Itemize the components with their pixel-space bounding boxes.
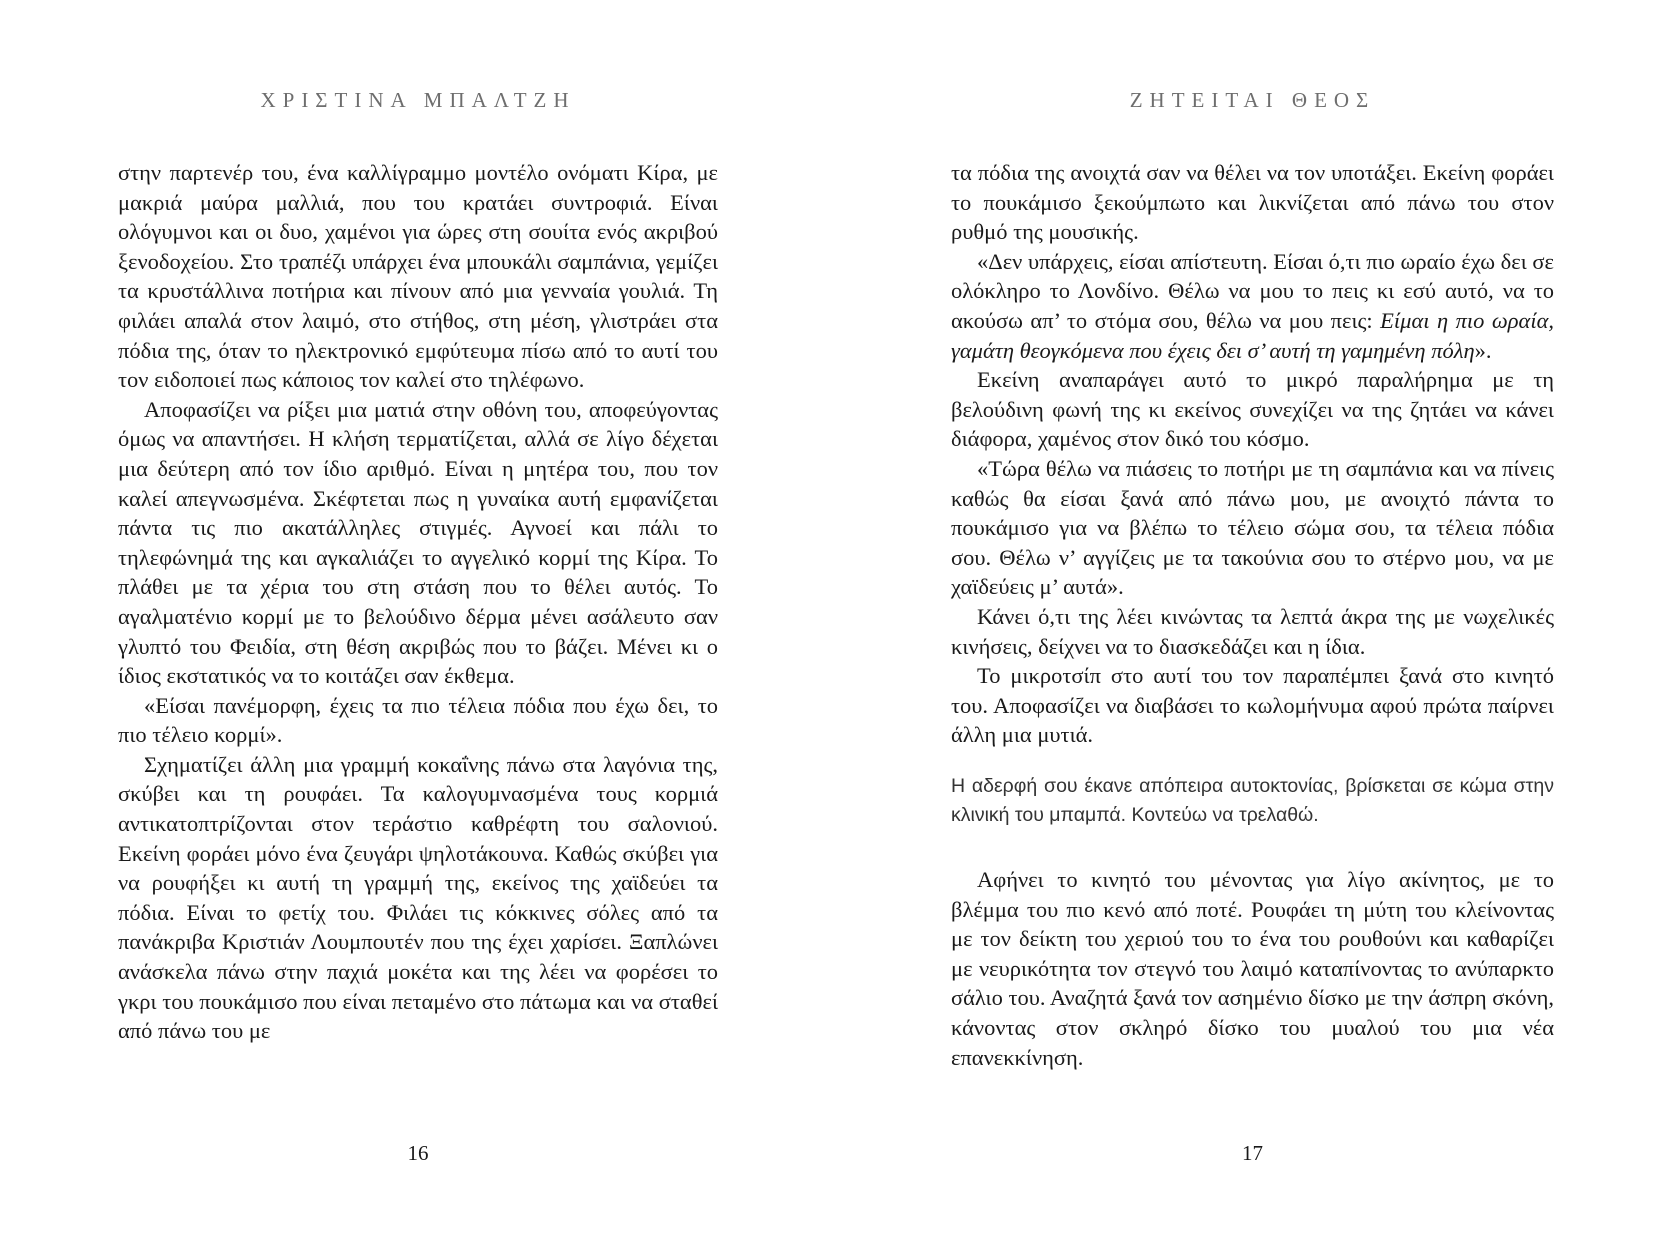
- dialogue-closing: ».: [1474, 337, 1492, 363]
- right-page-body: [951, 158, 1554, 1072]
- paragraph: στην παρτενέρ του, ένα καλλίγραμμο μοντέλο ονόματι Κίρα, με μακριά μαύρα μαλλιά, που του κρατάει συντροφιά. Είναι ολόγυμνοι και οι δυο, χαμένοι για ώρες στη σουίτα ενός ακριβού ξενοδοχείου. Στο τραπέζι υπάρχει ένα μπουκάλι σαμπάνια, γεμίζει τα κρυστάλλινα ποτήρια και πίνουν από μια γενναία γουλιά. Τη φιλάει απαλά στον λαιμό, στο στήθος, στη μέση, γλιστράει στα πόδια της, όταν το ηλεκτρονικό εμφύτευμα πίσω από το αυτί του τον ειδοποιεί πως κάποιος τον καλεί στο τηλέφωνο.: [118, 160, 718, 393]
- left-page-body: [118, 158, 718, 1046]
- running-head-title: ΖΗΤΕΙΤΑΙ ΘΕΟΣ: [1129, 88, 1376, 112]
- dialogue-text: «Δεν υπάρχεις, είσαι απίστευτη. Είσαι ό,τι πιο ωραίο έχω δει σε ολόκληρο το Λονδίνο. Θέλω να μου το πεις κι εσύ αυτό, να το ακούσω απ’ το στόμα σου, θέλω να μου πεις:: [951, 248, 1554, 333]
- paragraph: Αποφασίζει να ρίξει μια ματιά στην οθόνη του, αποφεύγοντας όμως να απαντήσει. Η κλήση τερματίζεται, αλλά σε λίγο δέχεται μια δεύτερη από τον ίδιο αριθμό. Είναι η μητέρα του, που τον καλεί απεγνωσμένα. Σκέφτεται πως η γυναίκα αυτή εμφανίζεται πάντα τις πιο ακατάλληλες στιγμές. Αγνοεί και πάλι το τηλεφώνημά της και αγκαλιάζει το αγγελικό κορμί της Κίρα. Το πλάθει με τα χέρια του στη στάση που το θέλει αυτός. Το αγαλματένιο κορμί με το βελούδινο δέρμα μένει ασάλευτο σαν γλυπτό του Φειδία, στη θέση ακριβώς που το βάζει. Μένει κι ο ίδιος εκστατικός να το κοιτάζει σαν έκθεμα.: [118, 396, 718, 689]
- paragraph: Αφήνει το κινητό του μένοντας για λίγο ακίνητος, με το βλέμμα του πιο κενό από ποτέ. Ρουφάει τη μύτη του κλείνοντας με τον δείκτη του χεριού του το ένα του ρουθούνι και καθαρίζει με νευρικότητα τον στεγνό του λαιμό καταπίνοντας το ανύπαρκτο σάλιο του. Αναζητά ξανά τον ασημένιο δίσκο με την άσπρη σκόνη, κάνοντας στον σκληρό δίσκο του μυαλού του μια νέα επανεκκίνηση.: [951, 867, 1555, 1070]
- running-head-author: ΧΡΙΣΤΙΝΑ ΜΠΑΛΤΖΗ: [260, 88, 576, 112]
- paragraph-dialogue: [951, 247, 1554, 365]
- page-number: 16: [407, 1141, 429, 1165]
- paragraph: «Είσαι πανέμορφη, έχεις τα πιο τέλεια πόδια που έχω δει, το πιο τέλειο κορμί».: [118, 692, 718, 748]
- paragraph: «Τώρα θέλω να πιάσεις το ποτήρι με τη σαμπάνια και να πίνεις καθώς θα είσαι ξανά από πάνω μου, με ανοιχτό πάντα το πουκάμισο για να βλέπω το τέλειο σώμα σου, τα τέλεια πόδια σου. Θέλω ν’ αγγίζεις με τα τακούνια σου το στέρνο μου, να με χαϊδεύεις μ’ αυτά».: [951, 455, 1554, 600]
- dialogue-italic-text: Είμαι η πιο ωραία, γαμάτη θεογκόμενα που έχεις δει σ’ αυτή τη γαμημένη πόλη: [951, 307, 1554, 363]
- paragraph: Εκείνη αναπαράγει αυτό το μικρό παραλήρημα με τη βελούδινη φωνή της κι εκείνος συνεχίζει να της ζητάει να κάνει διάφορα, χαμένος στον δικό του κόσμο.: [951, 367, 1554, 452]
- paragraph: Κάνει ό,τι της λέει κινώντας τα λεπτά άκρα της με νωχελικές κινήσεις, δείχνει να το διασκεδάζει και η ίδια.: [951, 603, 1554, 659]
- paragraph: τα πόδια της ανοιχτά σαν να θέλει να τον υποτάξει. Εκείνη φοράει το πουκάμισο ξεκούμπωτο και λικνίζεται από πάνω του στον ρυθμό της μουσικής.: [951, 160, 1554, 245]
- right-page: [951, 0, 1554, 1240]
- text-message: Η αδερφή σου έκανε απόπειρα αυτοκτονίας, βρίσκεται σε κώμα στην κλινική του μπαμπά. Κοντεύω να τρελαθώ.: [951, 774, 1554, 827]
- paragraph: Το μικροτσίπ στο αυτί του τον παραπέμπει ξανά στο κινητό του. Αποφασίζει να διαβάσει το κωλομήνυμα αφού πρώτα παίρνει άλλη μια μυτιά.: [951, 663, 1554, 748]
- page-number: 17: [1242, 1141, 1263, 1165]
- left-page: [118, 0, 718, 1240]
- paragraph: Σχηματίζει άλλη μια γραμμή κοκαΐνης πάνω στα λαγόνια της, σκύβει και τη ρουφάει. Τα καλογυμνασμένα τους κορμιά αντικατοπτρίζονται στον τεράστιο καθρέφτη του σαλονιού. Εκείνη φοράει μόνο ένα ζευγάρι ψηλοτάκουνα. Καθώς σκύβει για να ρουφήξει κι αυτή τη γραμμή της, εκείνος της χαϊδεύει τα πόδια. Είναι το φετίχ του. Φιλάει τις κόκκινες σόλες από τα πανάκριβα Κριστιάν Λουμπουτέν που της έχει χαρίσει. Ξαπλώνει ανάσκελα πάνω στην παχιά μοκέτα και της λέει να φορέσει το γκρι του πουκάμισο που είναι πεταμένο στο πάτωμα και να σταθεί από πάνω του με: [118, 751, 718, 1044]
